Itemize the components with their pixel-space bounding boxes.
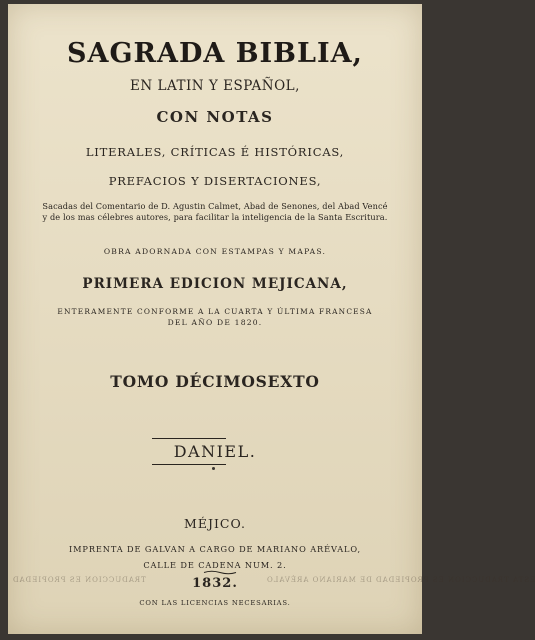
bleed-through-right: ESTA TRADUCCION ES PROPIEDAD DE MARIANO ARÉVALO (266, 576, 535, 584)
source-line-1: Sacadas del Comentario de D. Agustin Calmet, Abad de Senones, del Abad Vencé (42, 201, 388, 211)
publication-year: 1832. (192, 576, 238, 591)
edition-line: PRIMERA EDICION MEJICANA, (82, 276, 348, 292)
printer-line-1: IMPRENTA DE GALVAN A CARGO DE MARIANO ARÉVALO, (69, 544, 361, 554)
divider-top (152, 438, 226, 439)
conformity-line-2: DEL AÑO DE 1820. (167, 318, 263, 327)
bleed-through-left: TRADUCCION ES PROPIEDAD (12, 576, 146, 584)
title-page (8, 4, 535, 634)
subtitle-languages: EN LATIN Y ESPAÑOL, (130, 78, 300, 94)
license-line: CON LAS LICENCIAS NECESARIAS. (139, 599, 291, 607)
ornament-rule (203, 570, 237, 575)
source-line-2: y de los mas célebres autores, para facilitar la inteligencia de la Santa Escritura. (42, 212, 388, 222)
illustrated-note: OBRA ADORNADA CON ESTAMPAS Y MAPAS. (103, 247, 327, 256)
conformity-line-1: ENTERAMENTE CONFORME A LA CUARTA Y ÚLTIMA FRANCESA (57, 307, 373, 316)
subtitle-notes: CON NOTAS (156, 108, 274, 126)
prefaces-line: PREFACIOS Y DISERTACIONES, (108, 174, 322, 188)
notes-kinds: LITERALES, CRÍTICAS É HISTÓRICAS, (85, 145, 345, 159)
place-of-publication: MÉJICO. (184, 516, 246, 531)
ornament-dot (212, 467, 215, 470)
volume-label: TOMO DÉCIMOSEXTO (110, 372, 320, 391)
book-name: DANIEL. (173, 442, 257, 461)
divider-bottom (152, 464, 226, 465)
printer-line-2: CALLE DE CADENA NUM. 2. (143, 560, 287, 570)
book-title: SAGRADA BIBLIA, (67, 38, 363, 69)
